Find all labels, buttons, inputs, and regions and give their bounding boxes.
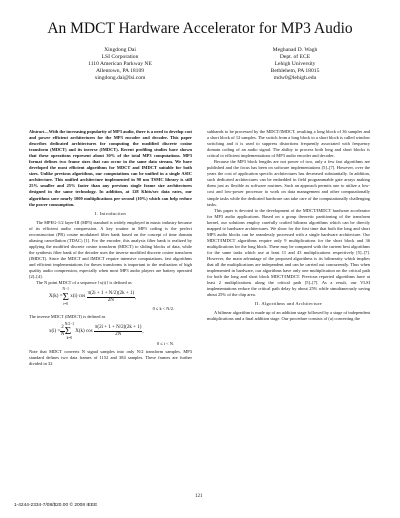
equation-numerator: π(2i + 1 + N/2)(2k + 1) <box>87 291 136 298</box>
paragraph: This paper is devoted to the development of the MDCT/IMDCT hardware accelerator for MP3 audio applications. Based on a group theoretic partitioning of the transform kernel, our solutions employ carefully crafted bilinear algorithms which can be directly mapped to hardware architectures. We show for the first time that both the long and short MP3 audio blocks can be seamlessly processed with a single hardware architecture. Our MDCT/IMDCT algorithms require only 9 multiplications for the short block and 36 multiplications for the long block. These may be compared with the current best algorithms for the same tasks which use at least 11 and 43 multiplications respectively [5]–[7]. However, the main advantage of the proposed algorithms is its bilinearity which implies that all the multiplications are independent and can be carried out concurrently. Thus when implemented in hardware, our algorithms have only one multiplication on the critical path for both the long and short block MDCT/IMDCT. Previous reported algorithms have at least 2 multiplications along the critical path [5]–[7]. As a result, our VLSI implementations reduce the critical path delay by about 25% while simultaneously saving about 25% of the chip area. <box>207 207 370 298</box>
equation-condition: 0 ≤ k < N/2. <box>152 306 174 312</box>
author-affiliation: Lehigh University <box>274 61 316 68</box>
paragraph: Note that MDCT converts N signal samples into only N/2 transform samples. MP3 standard defines two data frames of 1152 and 384 samples. These frames are further divided in 32 <box>29 348 192 366</box>
paper-title: An MDCT Hardware Accelerator for MP3 Audio <box>47 20 353 37</box>
copyright-footer: 1-4244-2334-7/08/$20.00 © 2008 IEEE <box>14 503 98 508</box>
author-name: Meghanad D. Wagh <box>272 47 318 53</box>
author-block-1 <box>45 47 195 82</box>
author-affiliation: Bethlehem, PA 18015 <box>270 68 320 75</box>
equation-denominator: 2N <box>107 297 114 303</box>
author-block-2 <box>220 47 370 82</box>
author-name: Xingdong Dai <box>104 47 136 53</box>
author-email: mdw0@lehigh.edu <box>273 75 317 82</box>
paragraph: subbands to be processed by the MDCT/IMDCT, resulting a long block of 36 samples and a short block of 12 samples. The switch from a long block to a short block is called window switching and it is used to suppress distortions frequently associated with frequency domain coding of an audio signal. The ability to process both long and short blocks is critical to efficient implementations of MP3 audio encoder and decoder. <box>207 129 370 159</box>
abstract-label: Abstract <box>29 129 45 134</box>
paragraph: Because the MP3 block lengths are not power of two, only a few fast algorithms are published and the focus has been on software implementations [5]–[7]. However, over the years the cost of application specific architectures has decreased substantially. In addition, such dedicated architectures can be embedded in field programmable gate arrays making them just as flexible as software routines. Such an approach permits one to utilize a low-cost and low-power processor to work on data management and other computationally simple tasks while the dedicated hardware can take care of the computationally challenging tasks. <box>207 159 370 207</box>
section-heading: II. Algorithms and Architecture <box>255 301 322 307</box>
author-affiliation: Allentown, PA 18109 <box>95 68 145 75</box>
author-affiliation: 1110 American Parkway NE <box>88 61 152 68</box>
abstract-text: —With the increasing popularity of MP3 audio, there is a need to develop cost and power efficient architectures for the MP3 encoder and decoder. This paper describes dedicated architectures for computing the modified discrete cosine transform (MDCT) and its inverse (IMDCT). Recent profiling studies have shown that these operations represent about 30% of the total MP3 computations. MP3 format defines two frame sizes that can occur in the same data stream. We have developed the most efficient algorithms for MDCT and IMDCT suitable for both sizes. Unlike previous algorithms, our computations can be unified in a single ASIC architecture. This unified architecture implemented in 90 nm TSMC library is still 25% smaller and 25% faster than any previous single frame size architectures designed in the same technology. In addition, at 128 Kbits/sec data rates, our algorithms save nearly 1000 multiplications per second (10%) which can help reduce the power consumption. <box>29 129 192 207</box>
equation-imdct: x(i) = $\frac{2}{N}$ N/2−1 Σ k=0 X(k) cos $\frac{\pi(2i + 1 + N/2)(2k + 1)}{2N}$ , 0 ≤ i < N. <box>29 323 192 347</box>
equation-mdct: X(k) = N−1 Σ i=0 x(i) cos $\frac{\pi(2i + 1 + N/2)(2k + 1)}{2N}$ , 0 ≤ k < N/2. <box>29 288 192 312</box>
author-affiliation: Dept. of ECE <box>279 54 311 61</box>
paragraph: The MPEG-1/2 layer-III (MP3) standard is widely employed in music industry because of its efficient audio compression. A key routine in MP3 coding is the perfect reconstruction (PR) cosine modulated filter bank based on the concept of time domain aliasing cancellation (TDAC) [1]. For the encoder, this analysis filter bank is realized by applying the modified discrete cosine transform (MDCT) to sliding blocks of data, while the synthesis filter bank of the decoder uses the inverse modified discrete cosine transform (IMDCT). Since the MDCT and IMDCT require intensive computations, fast algorithms and efficient implementations for theses transforms is important to the realization of high quality audio compression, especially when most MP3 audio players are battery operated [2]–[4]. <box>29 219 192 280</box>
paragraph: The inverse MDCT (IMDCT) is defined as <box>29 314 106 320</box>
page-number: 121 <box>195 494 203 499</box>
paragraph: The N point MDCT of a sequence {x(i)} is defined as <box>36 280 132 286</box>
left-column <box>29 129 192 367</box>
equation-numerator: π(2i + 1 + N/2)(2k + 1) <box>94 325 143 332</box>
author-affiliation: LSI Corporation <box>101 54 139 61</box>
equation-lhs: X(k) = <box>49 294 63 300</box>
right-column <box>207 129 370 322</box>
author-email: xingdong.dai@lsi.com <box>94 75 146 82</box>
paragraph: A bilinear algorithm is made up of an addition stage followed by a stage of independent multiplications and a final addition stage. Our procedure consists of (a) converting the <box>207 310 370 322</box>
equation-condition: 0 ≤ i < N. <box>157 340 174 346</box>
equation-denominator: 2N <box>115 332 122 338</box>
section-heading: I. Introduction <box>94 210 127 216</box>
equation-lhs: x(i) = <box>49 328 61 334</box>
abstract <box>29 129 192 208</box>
